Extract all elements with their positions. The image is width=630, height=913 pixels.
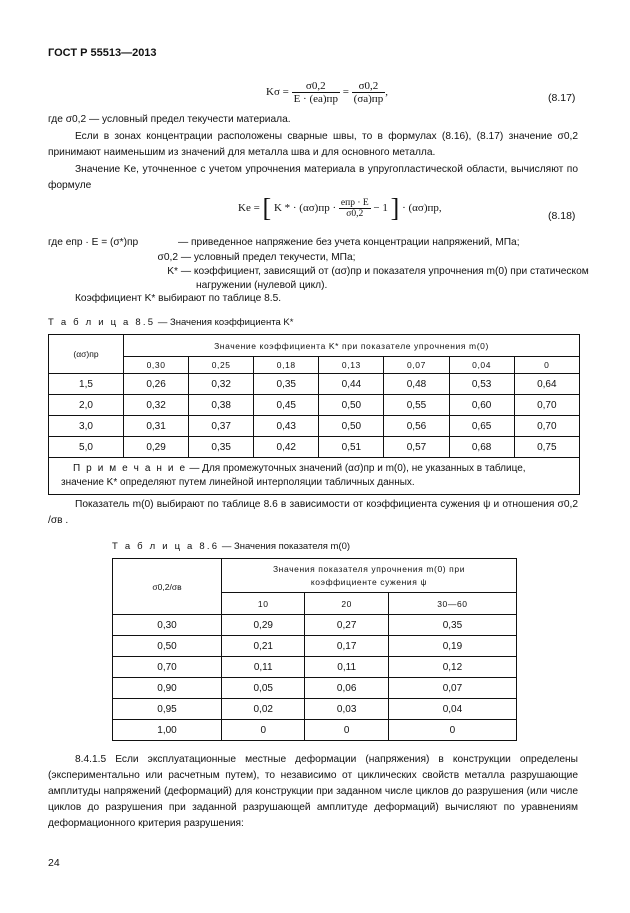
table-8-6-group-header: Значения показателя упрочнения m(0) при коэффициенте сужения ψ: [222, 559, 517, 593]
table-row: [113, 657, 517, 678]
table-8-6: [112, 558, 517, 741]
eq817-fraction-1: [292, 80, 340, 105]
table-cell: 0,53: [449, 374, 514, 395]
table-cell: 0,32: [124, 395, 189, 416]
table-8-5-title: — Значения коэффициента K*: [157, 317, 294, 328]
table-cell: 1,5: [49, 374, 124, 395]
eq818-open-bracket: [: [262, 193, 272, 223]
equation-8-17: [266, 80, 388, 105]
eq818-close-bracket: ]: [390, 193, 400, 223]
paragraph-ke-intro: Значение Kе, уточненное с учетом упрочнения материала в упругопластической области, вычисляют по формуле: [48, 164, 578, 191]
table-cell: 0,48: [384, 374, 449, 395]
paragraph-welds: Если в зонах концентрации расположены сварные швы, то в формулах (8.16), (8.17) значение σ0,2 принимают наименьшим из значений для металла шва и для основного металла.: [48, 131, 578, 158]
table-cell: 0,29: [124, 437, 189, 458]
page-number: 24: [48, 857, 60, 869]
table-cell: 0,26: [124, 374, 189, 395]
table-cell: 0,35: [189, 437, 254, 458]
col-header: 30—60: [388, 593, 516, 615]
table-8-5-group-header: Значение коэффициента K* при показателе упрочнения m(0): [124, 335, 580, 357]
eq817-fraction-2: [352, 80, 386, 105]
table-cell: 0,57: [384, 437, 449, 458]
table-cell: 0: [305, 720, 388, 741]
table-cell: 0,06: [305, 678, 388, 699]
table-cell: 0,95: [113, 699, 222, 720]
eq818-inner-pre: K * · (ασ)пр ·: [273, 202, 337, 215]
legend-dash: —: [178, 237, 189, 248]
table-cell: 0,19: [388, 636, 516, 657]
paragraph-m0: Показатель m(0) выбирают по таблице 8.6 в зависимости от коэффициента сужения ψ и отношения σ0,2 /σв .: [48, 499, 578, 526]
table-row: [49, 374, 580, 395]
eq818-number: (8.18): [548, 210, 576, 222]
legend-symbol: где eпр · E = (σ*)пр: [48, 237, 139, 248]
paragraph-k-star: Коэффициент K* выбирают по таблице 8.5.: [75, 293, 282, 304]
table-8-5: [48, 334, 580, 495]
col-header: 0,18: [254, 357, 319, 374]
col-header: 0,30: [124, 357, 189, 374]
col-header: 0,13: [319, 357, 384, 374]
table-cell: 0,43: [254, 416, 319, 437]
table-cell: 0,30: [113, 615, 222, 636]
table-cell: 0,75: [514, 437, 579, 458]
table-cell: 0,11: [305, 657, 388, 678]
note-text: — Для промежуточных значений (ασ)пр и m(0), не указанных в таблице, значение K* определяют путем линейной интерполяции табличных данных.: [61, 463, 526, 488]
eq817-f2-numerator: σ0,2: [352, 80, 386, 93]
table-8-6-title: — Значения показателя m(0): [221, 541, 351, 552]
col-header: 0,07: [384, 357, 449, 374]
equation-8-18: [238, 193, 442, 223]
legend-row-2: [48, 251, 588, 265]
table-cell: 0,27: [305, 615, 388, 636]
table-8-6-caption: [112, 541, 350, 552]
legend-description: коэффициент, зависящий от (ασ)пр и показателя упрочнения m(0) при статическом: [193, 266, 589, 277]
table-cell: 0,60: [449, 395, 514, 416]
table-row: [49, 395, 580, 416]
legend-dash: —: [180, 252, 192, 263]
legend-description: приведенное напряжение без учета концентрации напряжений, МПа;: [191, 237, 520, 248]
table-cell: 0,70: [514, 395, 579, 416]
table-cell: 0,32: [189, 374, 254, 395]
table-8-5-note-row: [49, 458, 580, 495]
table-cell: 0,37: [189, 416, 254, 437]
table-cell: 0,51: [319, 437, 384, 458]
table-8-5-note: [49, 458, 580, 495]
col-header: 0,25: [189, 357, 254, 374]
eq818-frac-numerator: eпр · E: [340, 198, 369, 208]
col-header: 20: [305, 593, 388, 615]
col-header: 0: [514, 357, 579, 374]
col-header: 10: [222, 593, 305, 615]
table-cell: 2,0: [49, 395, 124, 416]
table-cell: 0,35: [388, 615, 516, 636]
table-cell: 0,50: [113, 636, 222, 657]
table-8-5-caption: [48, 317, 293, 328]
table-cell: 0,21: [222, 636, 305, 657]
legend-row-1: [48, 236, 588, 250]
eq818-tail: · (ασ)пр,: [402, 202, 442, 215]
table-cell: 0,55: [384, 395, 449, 416]
table-8-5-col-headers: [49, 357, 580, 374]
table-cell: 0: [388, 720, 516, 741]
table-cell: 3,0: [49, 416, 124, 437]
table-cell: 0,90: [113, 678, 222, 699]
eq817-lhs: Kσ =: [266, 86, 289, 99]
eq817-f1-numerator: σ0,2: [292, 80, 340, 93]
table-cell: 0,35: [254, 374, 319, 395]
table-cell: 0,29: [222, 615, 305, 636]
col-header: 0,04: [449, 357, 514, 374]
table-cell: 0,65: [449, 416, 514, 437]
table-cell: 0,70: [514, 416, 579, 437]
table-row: [49, 437, 580, 458]
table-cell: 5,0: [49, 437, 124, 458]
table-cell: 0,05: [222, 678, 305, 699]
eq818-fraction: [339, 198, 371, 219]
table-8-5-rowhead: (ασ)пр: [49, 335, 124, 374]
table-cell: 0: [222, 720, 305, 741]
table-cell: 1,00: [113, 720, 222, 741]
table-cell: 0,68: [449, 437, 514, 458]
eq817-tail: ,: [385, 86, 388, 99]
table-cell: 0,42: [254, 437, 319, 458]
table-row: [113, 699, 517, 720]
legend-description: условный предел текучести, МПа;: [193, 252, 356, 263]
table-cell: 0,31: [124, 416, 189, 437]
legend-row-3: [48, 265, 608, 279]
table-cell: 0,70: [113, 657, 222, 678]
table-cell: 0,11: [222, 657, 305, 678]
table-row: [113, 636, 517, 657]
table-8-6-label: Т а б л и ц а 8.6: [112, 541, 220, 552]
table-cell: 0,03: [305, 699, 388, 720]
table-cell: 0,50: [319, 395, 384, 416]
table-cell: 0,64: [514, 374, 579, 395]
paragraph-8-4-1-5: 8.4.1.5 Если эксплуатационные местные деформации (напряжения) в конструкции определены (экспериментально или расчетным путем), то независимо от циклических свойств металла разрушающие амплитуды напряжений (деформаций) для конструкции при заданном числе циклов до разрушения (или числе циклов до разрушения при заданной разрушающей амплитуде деформаций) вычисляют по уравнениям деформационного критерия разрушения:: [48, 754, 578, 829]
table-cell: 0,44: [319, 374, 384, 395]
table-8-5-label: Т а б л и ц а 8.5: [48, 317, 156, 328]
legend-description: нагружении (нулевой цикл).: [196, 280, 328, 291]
table-cell: 0,56: [384, 416, 449, 437]
eq817-number: (8.17): [548, 92, 576, 104]
table-row: [113, 678, 517, 699]
eq817-f2-denominator: (σа)пр: [353, 93, 384, 105]
table-cell: 0,45: [254, 395, 319, 416]
legend-symbol: σ0,2: [157, 252, 178, 263]
table-cell: 0,17: [305, 636, 388, 657]
table-cell: 0,07: [388, 678, 516, 699]
legend-symbol: K*: [167, 266, 178, 277]
table-cell: 0,38: [189, 395, 254, 416]
table-row: [113, 615, 517, 636]
eq818-frac-denominator: σ0,2: [346, 209, 364, 219]
legend-dash: —: [180, 266, 192, 277]
document-header: ГОСТ Р 55513—2013: [48, 47, 157, 59]
table-cell: 0,12: [388, 657, 516, 678]
eq817-equals: =: [342, 86, 349, 99]
table-cell: 0,04: [388, 699, 516, 720]
paragraph-sigma-def: где σ0,2 — условный предел текучести материала.: [48, 114, 291, 125]
table-row: [49, 416, 580, 437]
eq817-f1-denominator: E · (eа)пр: [293, 93, 338, 105]
table-cell: 0,02: [222, 699, 305, 720]
table-row: [113, 720, 517, 741]
table-8-6-rowhead: σ0,2/σв: [113, 559, 222, 615]
eq818-inner-post: − 1: [373, 202, 388, 215]
note-label: П р и м е ч а н и е: [73, 463, 187, 474]
table-cell: 0,50: [319, 416, 384, 437]
eq818-lhs: Kе =: [238, 202, 260, 215]
